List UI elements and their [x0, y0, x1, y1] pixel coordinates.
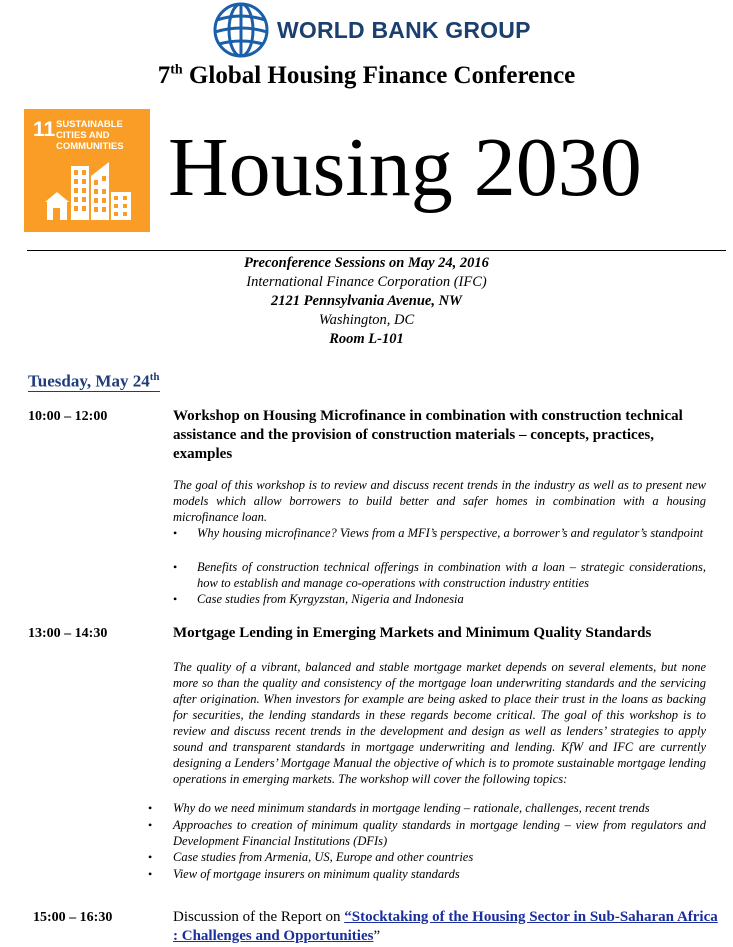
conference-name: Global Housing Finance Conference: [182, 62, 576, 89]
world-bank-logo: [213, 4, 531, 56]
list-item: Case studies from Armenia, US, Europe and other countries: [173, 850, 474, 864]
bullet-icon: •: [148, 867, 153, 881]
list-item: Case studies from Kyrgyzstan, Nigeria and Indonesia: [197, 592, 464, 606]
bullet-icon: •: [173, 526, 178, 540]
session-time: 15:00 – 16:30: [33, 910, 113, 925]
venue-address: 2121 Pennsylvania Avenue, NW: [271, 293, 462, 309]
session-title-prefix: Discussion of the Report on: [173, 909, 345, 925]
day-suffix: th: [149, 371, 160, 383]
session-time: 13:00 – 14:30: [28, 626, 108, 641]
bullet-icon: •: [148, 801, 153, 815]
session-title: Mortgage Lending in Emerging Markets and Minimum Quality Standards: [173, 625, 652, 641]
globe-icon: [213, 2, 269, 58]
bullet-icon: •: [173, 560, 178, 574]
list-item: View of mortgage insurers on minimum quality standards: [173, 867, 460, 881]
session-title-suffix: ”: [373, 928, 381, 944]
list-item: Why do we need minimum standards in mortgage lending – rationale, challenges, recent trends: [173, 801, 650, 815]
list-item: Benefits of construction technical offerings in combination with a loan – strategic considerations, how to establish and manage co-operations with construction industry entities: [197, 560, 706, 590]
sdg-label: SUSTAINABLE CITIES AND COMMUNITIES: [56, 119, 124, 152]
session-title: Workshop on Housing Microfinance in combination with construction technical assistance and the provision of construction materials – concepts, practices, examples: [173, 408, 683, 462]
list-item: Approaches to creation of minimum quality standards in mortgage lending – view from regulators and Development Financial Institutions (DFIs): [173, 818, 706, 848]
report-link[interactable]: “Stocktaking of the Housing Sector in Sub-Saharan Africa : Challenges and Opportunities: [173, 909, 718, 944]
session-description: The quality of a vibrant, balanced and stable mortgage market depends on several elements, but none more so than the quality and consistency of the mortgage loan underwriting standards and the servicing after origination. When investors for example are being asked to place their trust in the loans as backing for securities, the lending standards in these regards become critical. The goal of this workshop is to review and discuss recent trends in the development and design as well as lenders’ strategies to apply sound and transparent standards in mortgage underwriting and lending. KfW and IFC are currently designing a Lenders’ Mortgage Manual the objective of which is to promote sustainable mortgage lending operations in emerging markets. The workshop will cover the following topics:: [173, 660, 706, 786]
bullet-icon: •: [148, 818, 153, 832]
venue-room: Room L-101: [329, 331, 404, 347]
venue-block: [0, 254, 733, 349]
session-description: The goal of this workshop is to review and discuss recent trends in the industry as well as to present new models which allow borrowers to build better and safer homes in combination with a housing microfinance loan.: [173, 478, 706, 524]
session-time: 10:00 – 12:00: [28, 409, 108, 424]
venue-city: Washington, DC: [318, 312, 415, 328]
bullet-icon: •: [148, 850, 153, 864]
conference-title: [0, 62, 733, 90]
venue-organization: International Finance Corporation (IFC): [246, 274, 487, 290]
divider: [27, 250, 726, 251]
city-buildings-icon: [43, 154, 133, 224]
list-item: Why housing microfinance? Views from a MFI’s perspective, a borrower’s and regulator’s standpoint: [197, 526, 704, 540]
conference-ordinal: 7: [157, 62, 171, 89]
conference-ordinal-suffix: th: [170, 62, 183, 78]
org-name: WORLD BANK GROUP: [277, 16, 531, 43]
day-heading: [28, 368, 160, 392]
bullet-icon: •: [173, 592, 178, 606]
venue-session-date: Preconference Sessions on May 24, 2016: [244, 255, 489, 271]
main-title: Housing 2030: [168, 121, 642, 214]
session-title: [173, 908, 718, 946]
sdg-number: 11: [33, 118, 56, 141]
day-label: Tuesday, May 24: [28, 371, 150, 391]
sdg-badge: [24, 109, 150, 232]
